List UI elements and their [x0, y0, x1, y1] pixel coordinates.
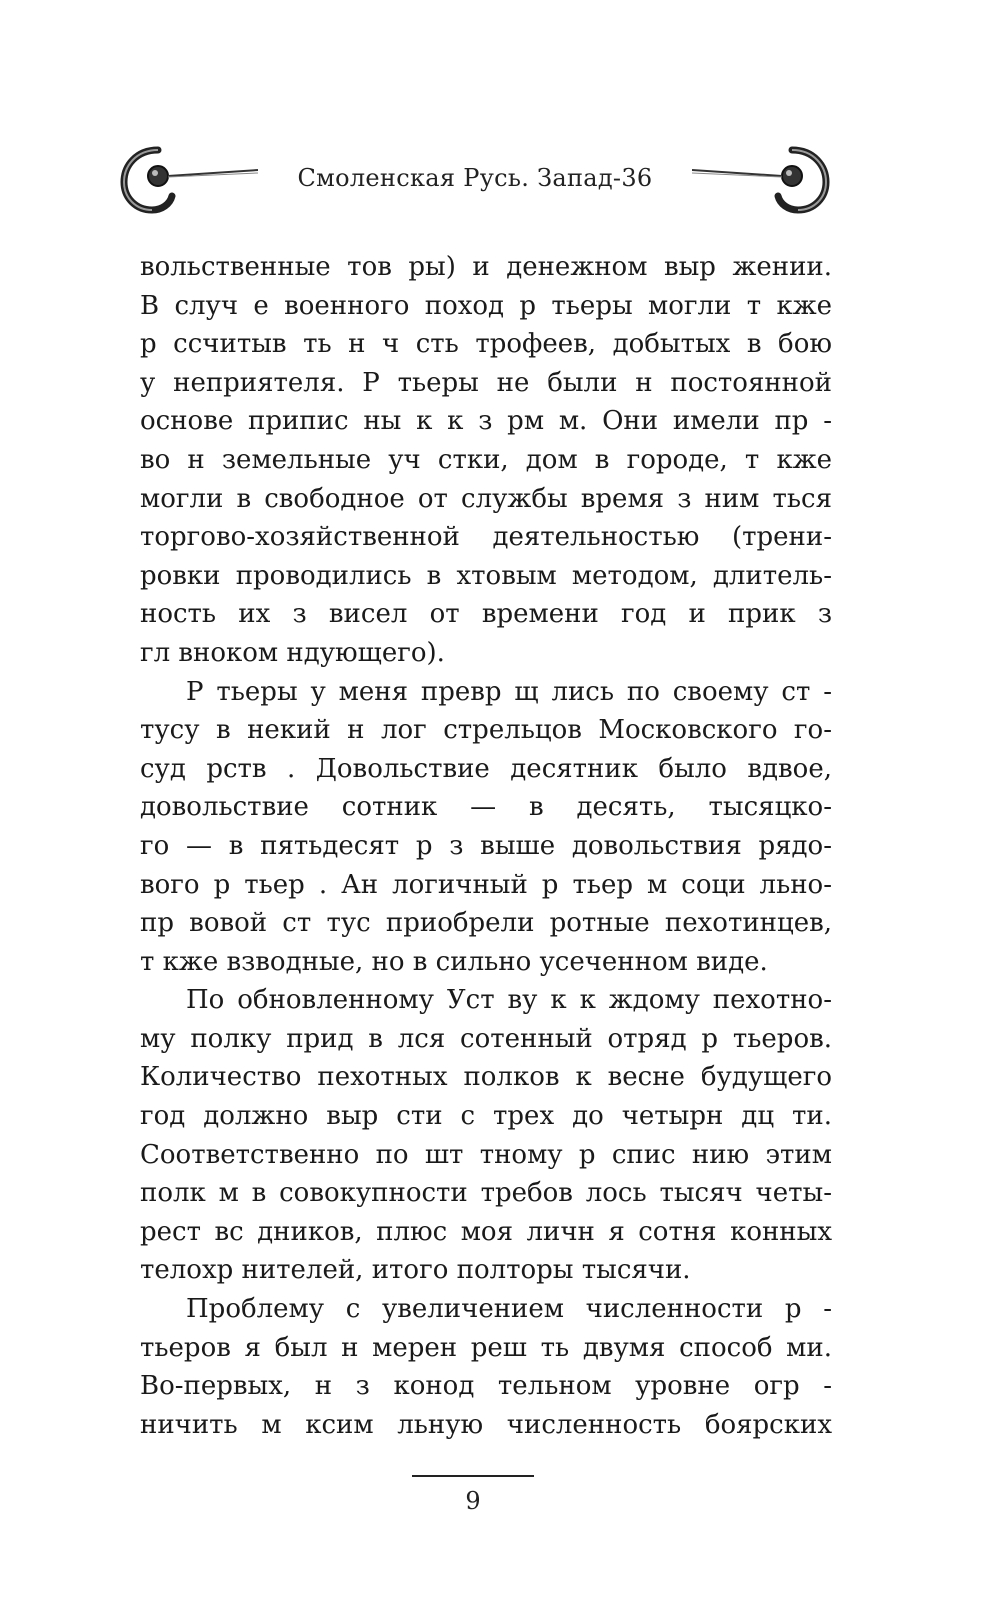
text-line: р ссчитыв ть н ч сть трофеев, добытых в бою — [140, 329, 832, 360]
text-line: рест вс дников, плюс моя личн я сотня конных — [140, 1216, 832, 1247]
text-line: му полку прид в лся сотенный отряд р тьеров. — [140, 1023, 832, 1054]
text-line: могли в свободное от службы время з ним ться — [140, 483, 832, 514]
text-line: ровки проводились в хтовым методом, длитель- — [140, 560, 832, 591]
text-line: во н земельные уч стки, дом в городе, т кже — [140, 444, 832, 475]
text-line: телохр нителей, итого полторы тысячи. — [140, 1255, 691, 1286]
text-line: Р тьеры у меня превр щ лись по своему ст - — [186, 676, 832, 707]
text-line: Во-первых, н з конод тельном уровне огр - — [140, 1371, 832, 1402]
text-line: Проблему с увеличением численности р - — [186, 1294, 832, 1325]
text-line: торгово-хозяйственной деятельностью (трени- — [140, 522, 832, 553]
body-text — [140, 248, 832, 1444]
text-line: Соответственно по шт тному р спис нию этим — [140, 1139, 832, 1170]
text-line: полк м в совокупности требов лось тысяч четы- — [140, 1178, 832, 1209]
footer-rule — [412, 1475, 534, 1477]
running-header — [118, 140, 832, 220]
running-title: Смоленская Русь. Запад-36 — [297, 164, 653, 192]
text-line: тьеров я был н мерен реш ть двумя способ ми. — [140, 1332, 832, 1363]
text-line: пр вовой ст тус приобрели ротные пехотинцев, — [140, 908, 832, 939]
text-line: год должно выр сти с трех до четырн дц ти. — [140, 1101, 832, 1132]
text-line: вого р тьер . Ан логичный р тьер м соци льно- — [140, 869, 832, 900]
text-line: гл вноком ндующего). — [140, 637, 445, 668]
text-line: тусу в некий н лог стрельцов Московского го- — [140, 715, 832, 746]
text-line: ность их з висел от времени год и прик з — [140, 599, 832, 630]
text-line: Количество пехотных полков к весне будущего — [140, 1062, 832, 1093]
page-number: 9 — [465, 1487, 481, 1515]
text-line: го — в пятьдесят р з выше довольствия рядо- — [140, 830, 832, 861]
text-line: вольственные тов ры) и денежном выр жении. — [140, 252, 832, 282]
text-line: В случ е военного поход р тьеры могли т кже — [140, 290, 832, 321]
text-line: у неприятеля. Р тьеры не были н постоянной — [140, 367, 832, 398]
text-line: суд рств . Довольствие десятник было вдвое, — [140, 753, 832, 784]
right-ornament-icon — [692, 140, 832, 220]
text-line: довольствие сотник — в десять, тысяцко- — [140, 792, 832, 823]
text-line: основе припис ны к к з рм м. Они имели пр - — [140, 406, 832, 437]
text-line: ничить м ксим льную численность боярских — [140, 1409, 832, 1440]
text-line: По обновленному Уст ву к к ждому пехотно- — [186, 985, 832, 1016]
text-line: т кже взводные, но в сильно усеченном виде. — [140, 946, 768, 977]
